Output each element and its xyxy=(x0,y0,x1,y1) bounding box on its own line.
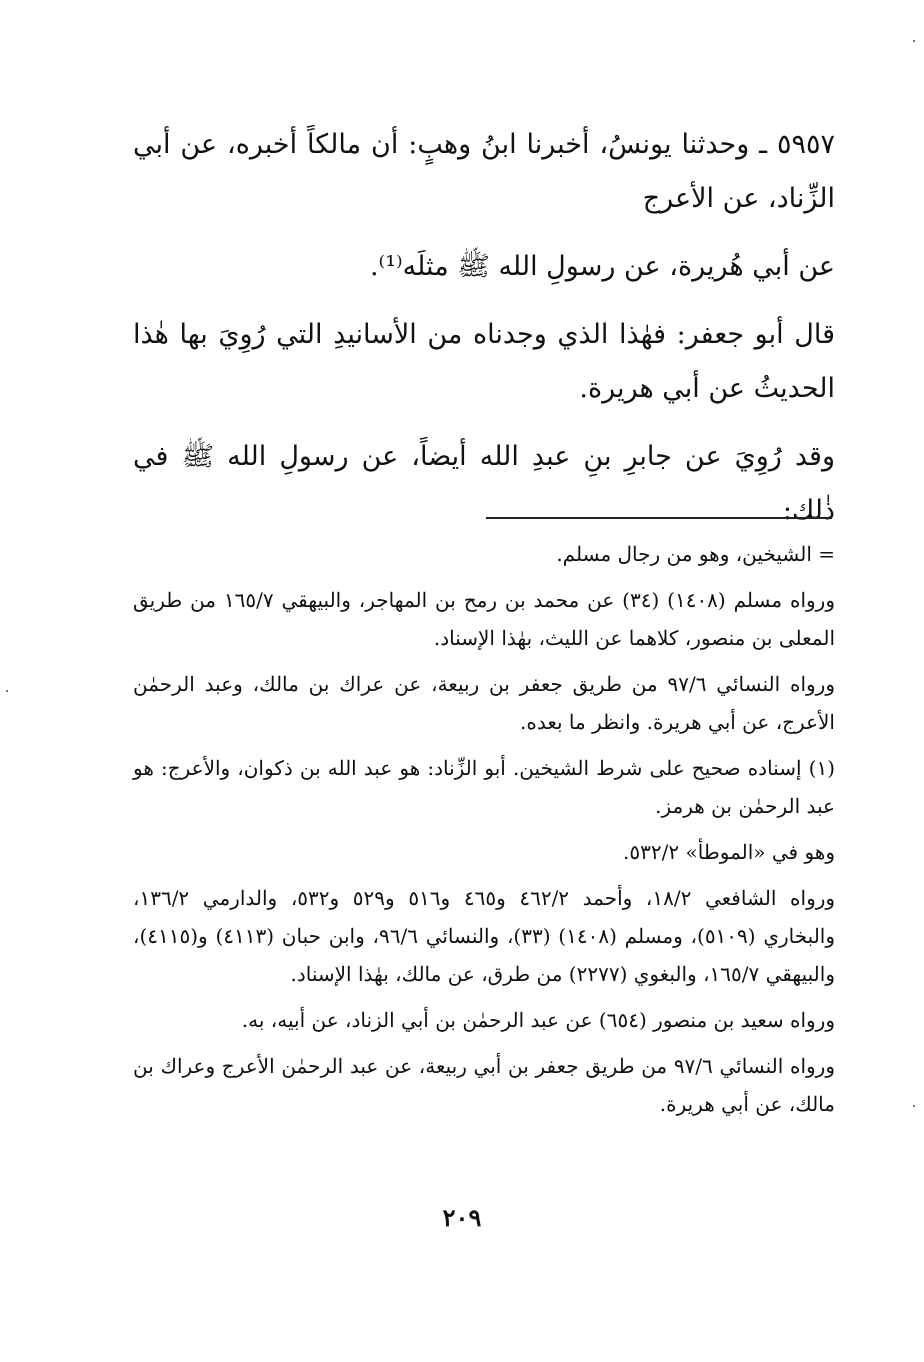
footnote-1: (١) إسناده صحيح على شرط الشيخين. أبو الزِّناد: هو عبد الله بن ذكوان، والأعرج: هو عبد الرحمٰن بن هرمز. xyxy=(133,756,835,818)
scan-speck xyxy=(913,40,915,42)
footnote-divider xyxy=(486,517,832,519)
main-text xyxy=(133,118,835,552)
footnote-paragraph: ورواه النسائي ٩٧/٦ من طريق جعفر بن ربيعة، عن عراك بن مالك، وعبد الرحمٰن الأعرج، عن أبي هريرة. وانظر ما بعده. xyxy=(133,672,835,734)
scan-speck xyxy=(913,1105,915,1107)
page-number: ٢٠٩ xyxy=(442,1203,482,1232)
footnote-paragraph: ورواه النسائي ٩٧/٦ من طريق جعفر بن أبي ربيعة، عن عبد الرحمٰن الأعرج وعراك بن مالك، عن أبي هريرة. xyxy=(133,1054,835,1116)
jabir-narration-intro: وقد رُوِيَ عن جابرِ بنِ عبدِ الله أيضاً، عن رسولِ الله ﷺ في ذٰلك: xyxy=(133,441,835,526)
footnote-paragraph: ورواه سعيد بن منصور (٦٥٤) عن عبد الرحمٰن بن أبي الزناد، عن أبيه، به. xyxy=(241,1008,835,1032)
author-comment: قال أبو جعفر: فهٰذا الذي وجدناه من الأسانيدِ التي رُوِيَ بها هٰذا الحديثُ عن أبي هريرة. xyxy=(133,319,835,404)
hadith-5957: ٥٩٥٧ ـ وحدثنا يونسُ، أخبرنا ابنُ وهبٍ: أن مالكاً أخبره، عن أبي الزِّناد، عن الأعرج xyxy=(133,129,835,214)
footnotes xyxy=(133,535,835,1131)
scan-speck xyxy=(6,690,8,692)
footnote-continuation: = الشيخين، وهو من رجال مسلم. xyxy=(556,542,835,566)
hadith-chain-end: عن أبي هُريرة، عن رسولِ الله ﷺ مثلَه⁽¹⁾. xyxy=(369,251,835,282)
footnote-paragraph: ورواه مسلم (١٤٠٨) (٣٤) عن محمد بن رمح بن المهاجر، والبيهقي ١٦٥/٧ من طريق المعلى بن منصور، كلاهما عن الليث، بهٰذا الإسناد. xyxy=(133,588,835,650)
footnote-paragraph: وهو في «الموطأ» ٥٣٢/٢. xyxy=(623,840,835,864)
footnote-paragraph: ورواه الشافعي ١٨/٢، وأحمد ٤٦٢/٢ و٤٦٥ و٥١٦ و٥٢٩ و٥٣٢، والدارمي ١٣٦/٢، والبخاري (٥١٠٩)، ومسلم (١٤٠٨) (٣٣)، والنسائي ٩٦/٦، وابن حبان (٤١١٣) و(٤١١٥)، والبيهقي ١٦٥/٧، والبغوي (٢٢٧٧) من طرق، عن مالك، بهٰذا الإسناد. xyxy=(133,886,836,986)
